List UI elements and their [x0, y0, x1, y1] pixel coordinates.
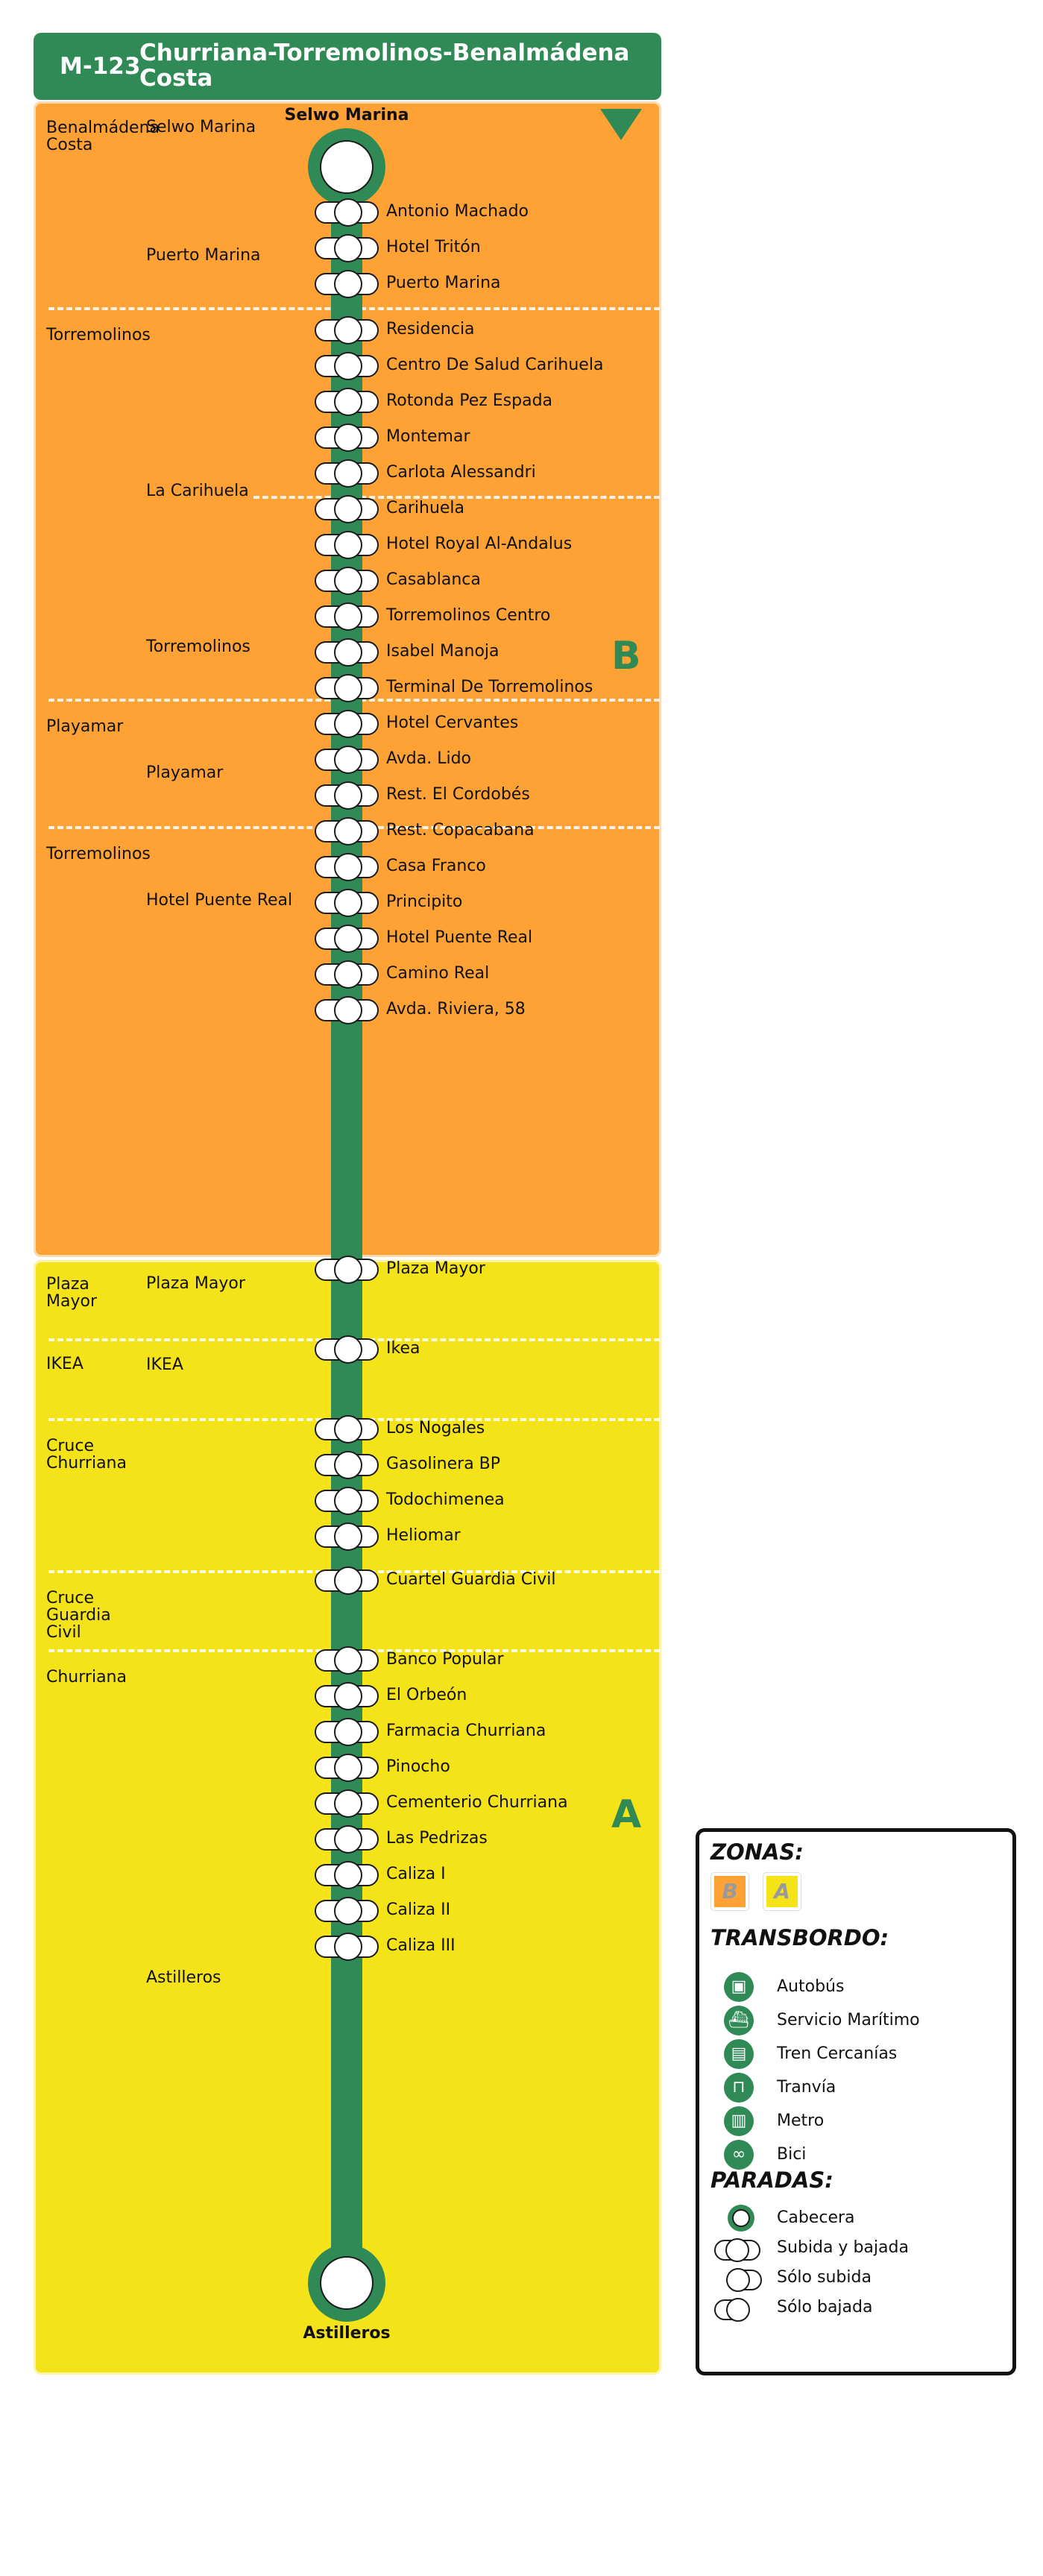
line-number: M-123	[60, 53, 141, 80]
zone-b-swatch: B	[711, 1873, 749, 1910]
legend-zones-heading: ZONAS:	[710, 1839, 804, 1865]
legend-stops-heading: PARADAS:	[710, 2167, 834, 2193]
board-alight-stop-icon[interactable]	[315, 1338, 379, 1361]
board-alight-stop-icon[interactable]	[315, 677, 379, 699]
board-alight-stop-icon[interactable]	[315, 1569, 379, 1592]
stop-name[interactable]: Rotonda Pez Espada	[386, 391, 553, 410]
stop-name[interactable]: Caliza II	[386, 1900, 451, 1919]
zone-b-letter: B	[611, 634, 641, 678]
stop-name[interactable]: Hotel Royal Al-Andalus	[386, 535, 573, 553]
board-alight-stop-icon[interactable]	[315, 391, 379, 413]
zone-name: Torremolinos	[46, 845, 151, 863]
legend-stop-type: Sólo subida	[777, 2268, 872, 2287]
board-alight-stop-icon[interactable]	[315, 355, 379, 377]
board-alight-stop-icon[interactable]	[315, 999, 379, 1021]
board-alight-stop-icon[interactable]	[315, 892, 379, 914]
board-alight-stop-icon	[714, 2240, 760, 2261]
board-alight-stop-icon[interactable]	[315, 534, 379, 556]
board-alight-stop-icon[interactable]	[315, 201, 379, 224]
stop-name[interactable]: Avda. Riviera, 58	[386, 1000, 526, 1018]
terminal-stop-icon	[728, 2205, 754, 2232]
board-alight-stop-icon[interactable]	[315, 570, 379, 592]
stop-name[interactable]: Caliza I	[386, 1865, 446, 1883]
zone-name: Churriana	[46, 1668, 127, 1687]
board-alight-stop-icon[interactable]	[315, 1490, 379, 1512]
area-name: Hotel Puente Real	[146, 891, 293, 910]
stop-name[interactable]: Centro De Salud Carihuela	[386, 356, 604, 374]
stop-name[interactable]: Banco Popular	[386, 1650, 504, 1669]
board-alight-stop-icon[interactable]	[315, 749, 379, 771]
legend-stop-type: Cabecera	[777, 2208, 855, 2227]
zone-name: Benalmádena Costa	[46, 119, 160, 154]
legend-transfer-label: Metro	[777, 2111, 825, 2130]
area-name: Astilleros	[146, 1968, 221, 1987]
board-alight-stop-icon[interactable]	[315, 1454, 379, 1476]
stop-name[interactable]: Pinocho	[386, 1757, 450, 1776]
area-name: Puerto Marina	[146, 246, 261, 265]
legend-transfer-label: Bici	[777, 2145, 807, 2164]
legend-transfer-label: Autobús	[777, 1977, 845, 1996]
area-name: Torremolinos	[146, 637, 250, 656]
stop-name[interactable]: Hotel Puente Real	[386, 928, 533, 947]
ship-icon: ⛴	[724, 2006, 754, 2035]
board-alight-stop-icon[interactable]	[315, 928, 379, 950]
area-name: La Carihuela	[146, 482, 249, 500]
legend-transfer-heading: TRANSBORDO:	[710, 1925, 889, 1950]
stop-name[interactable]: Casablanca	[386, 570, 481, 589]
bus-icon: ▣	[724, 1972, 754, 2002]
board-alight-stop-icon[interactable]	[315, 1525, 379, 1548]
stop-name[interactable]: El Orbeón	[386, 1686, 467, 1704]
board-alight-stop-icon[interactable]	[315, 462, 379, 485]
zone-name: Cruce Churriana	[46, 1437, 127, 1473]
stop-name[interactable]: Las Pedrizas	[386, 1829, 488, 1848]
start-terminal-icon	[308, 128, 385, 206]
board-alight-stop-icon[interactable]	[315, 605, 379, 628]
board-alight-stop-icon[interactable]	[315, 319, 379, 341]
board-alight-stop-icon[interactable]	[315, 1792, 379, 1815]
legend-stop-type: Sólo bajada	[777, 2298, 873, 2317]
title-bar	[34, 33, 661, 100]
triangle-down-icon	[600, 109, 642, 140]
stop-name[interactable]: Residencia	[386, 320, 475, 338]
board-alight-stop-icon[interactable]	[315, 1936, 379, 1958]
stop-name[interactable]: Farmacia Churriana	[386, 1722, 546, 1740]
stop-name[interactable]: Rest. El Cordobés	[386, 785, 530, 804]
legend-transfer-label: Tranvía	[777, 2078, 836, 2097]
stop-name[interactable]: Gasolinera BP	[386, 1455, 501, 1473]
stop-name[interactable]: Isabel Manoja	[386, 642, 500, 661]
zone-name: Plaza Mayor	[46, 1275, 97, 1311]
zone-name: Cruce Guardia Civil	[46, 1589, 111, 1642]
board-alight-stop-icon[interactable]	[315, 426, 379, 449]
board-alight-stop-icon[interactable]	[315, 820, 379, 843]
zone-name: Torremolinos	[46, 326, 151, 344]
end-terminal-label: Astilleros	[303, 2324, 391, 2343]
stop-name[interactable]: Ikea	[386, 1339, 420, 1358]
train-icon: ▤	[724, 2039, 754, 2069]
zone-name: IKEA	[46, 1355, 83, 1373]
board-only-stop-icon	[728, 2270, 762, 2290]
area-name: Plaza Mayor	[146, 1274, 245, 1293]
board-alight-stop-icon[interactable]	[315, 1828, 379, 1851]
stop-name[interactable]: Antonio Machado	[386, 202, 529, 221]
stop-name[interactable]: Caliza III	[386, 1936, 456, 1955]
board-alight-stop-icon[interactable]	[315, 1757, 379, 1779]
board-alight-stop-icon[interactable]	[315, 1418, 379, 1440]
board-alight-stop-icon[interactable]	[315, 1685, 379, 1707]
end-terminal-icon	[308, 2244, 385, 2322]
board-alight-stop-icon[interactable]	[315, 1649, 379, 1672]
stop-name[interactable]: Carlota Alessandri	[386, 463, 536, 482]
zone-a-letter: A	[611, 1792, 642, 1837]
stop-name[interactable]: Puerto Marina	[386, 274, 501, 292]
board-alight-stop-icon[interactable]	[315, 1864, 379, 1886]
board-alight-stop-icon[interactable]	[315, 856, 379, 878]
zone-a-swatch: A	[763, 1873, 801, 1910]
board-alight-stop-icon[interactable]	[315, 237, 379, 259]
stop-name[interactable]: Heliomar	[386, 1526, 461, 1545]
stop-name[interactable]: Montemar	[386, 427, 470, 446]
board-alight-stop-icon[interactable]	[315, 784, 379, 807]
bike-icon: ∞	[724, 2140, 754, 2170]
area-name: IKEA	[146, 1355, 183, 1374]
tram-icon: ⊓	[724, 2073, 754, 2103]
stop-name[interactable]: Avda. Lido	[386, 749, 472, 768]
legend-transfer-label: Servicio Marítimo	[777, 2011, 920, 2029]
stop-name[interactable]: Carihuela	[386, 499, 465, 517]
legend-transfer-label: Tren Cercanías	[777, 2044, 898, 2063]
stop-name[interactable]: Principito	[386, 892, 463, 911]
board-alight-stop-icon[interactable]	[315, 1721, 379, 1743]
stop-name[interactable]: Los Nogales	[386, 1419, 485, 1437]
board-alight-stop-icon[interactable]	[315, 273, 379, 295]
route-name: Churriana-Torremolinos-Benalmádena Costa	[139, 40, 630, 92]
start-terminal-label: Selwo Marina	[284, 106, 409, 125]
board-alight-stop-icon[interactable]	[315, 641, 379, 664]
board-alight-stop-icon[interactable]	[315, 713, 379, 735]
metro-icon: ▥	[724, 2106, 754, 2136]
stop-name[interactable]: Rest. Copacabana	[386, 821, 535, 840]
stop-name[interactable]: Casa Franco	[386, 857, 486, 875]
board-alight-stop-icon[interactable]	[315, 1259, 379, 1281]
area-name: Selwo Marina	[146, 118, 256, 136]
stop-name[interactable]: Hotel Tritón	[386, 238, 481, 256]
legend	[696, 1828, 1016, 2375]
stop-name[interactable]: Camino Real	[386, 964, 490, 983]
zone-name: Playamar	[46, 717, 124, 736]
board-alight-stop-icon[interactable]	[315, 963, 379, 986]
stop-name[interactable]: Hotel Cervantes	[386, 714, 519, 732]
board-alight-stop-icon[interactable]	[315, 1900, 379, 1922]
stop-name[interactable]: Torremolinos Centro	[386, 606, 551, 625]
area-name: Playamar	[146, 763, 224, 782]
stop-name[interactable]: Terminal De Torremolinos	[386, 678, 593, 696]
stop-name[interactable]: Cuartel Guardia Civil	[386, 1570, 556, 1589]
stop-name[interactable]: Plaza Mayor	[386, 1259, 485, 1278]
stop-name[interactable]: Todochimenea	[386, 1490, 505, 1509]
legend-stop-type: Subida y bajada	[777, 2238, 909, 2257]
alight-only-stop-icon	[714, 2299, 749, 2320]
stop-name[interactable]: Cementerio Churriana	[386, 1793, 568, 1812]
board-alight-stop-icon[interactable]	[315, 498, 379, 520]
